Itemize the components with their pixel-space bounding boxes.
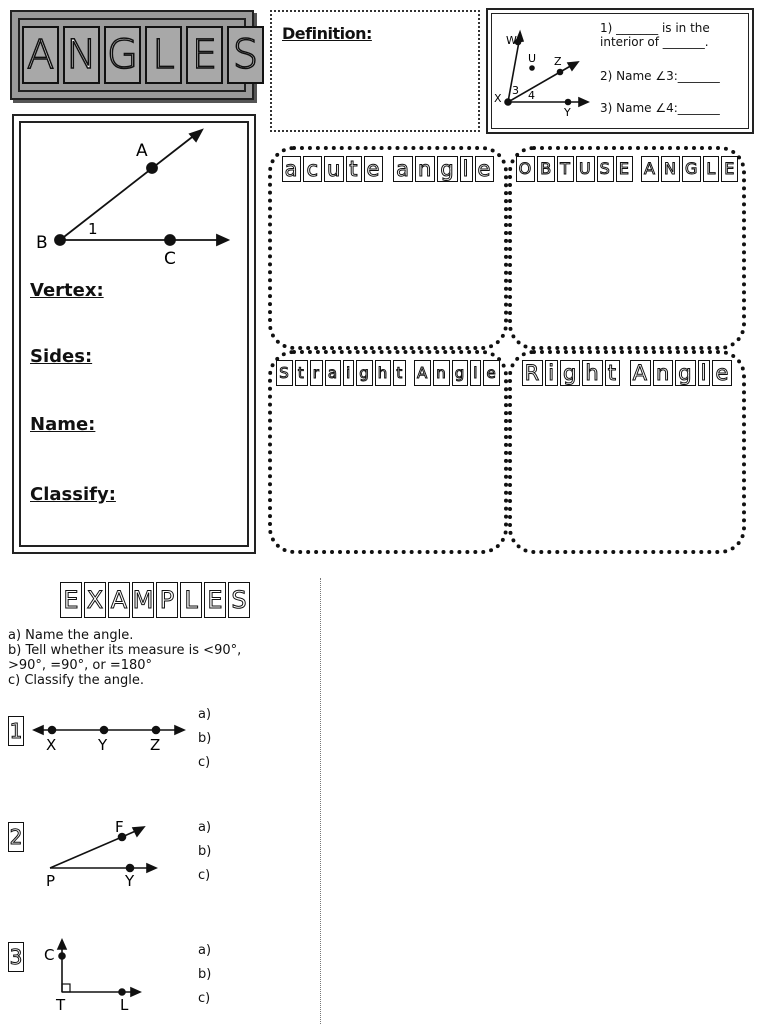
title-letters (22, 26, 264, 84)
point-f-label: F (115, 818, 124, 836)
sides-field[interactable]: Sides: (30, 346, 93, 367)
answer-a-label[interactable]: a) (198, 820, 212, 835)
title-banner (10, 10, 259, 100)
answer-b-label[interactable]: b) (198, 967, 212, 982)
definition-label: Definition: (282, 24, 372, 43)
definition-box[interactable] (270, 10, 480, 132)
acute-angle-title: a c u t e a n g l e (272, 156, 504, 182)
classify-field[interactable]: Classify: (30, 484, 116, 505)
acute-angle-box[interactable] (268, 146, 508, 350)
title-letter: A (22, 26, 59, 84)
point-u-label: U (528, 52, 537, 65)
example-3-diagram (40, 936, 150, 1016)
point-x-label: X (46, 736, 57, 754)
practice-q1-line2: interior of _______. (600, 35, 709, 49)
point-t-label: T (56, 996, 66, 1014)
title-letter: S (227, 26, 264, 84)
point-w-label: W (506, 34, 517, 47)
point-a-label: A (136, 141, 148, 161)
practice-q3: 3) Name ∠4:_______ (600, 101, 720, 115)
practice-q1-line1: 1) _______ is in the (600, 21, 710, 35)
examples-letter: L (180, 582, 202, 618)
point-x-label: X (494, 92, 502, 105)
name-field[interactable]: Name: (30, 414, 96, 435)
vertex-panel (12, 114, 256, 554)
instruction-line: a) Name the angle. (8, 628, 134, 643)
page-divider (320, 578, 321, 1024)
point-y-label: Y (125, 872, 135, 890)
point-z-label: Z (150, 736, 161, 754)
angle-1-label: 1 (88, 220, 98, 238)
title-letter: E (186, 26, 223, 84)
example-3-answers (198, 939, 211, 1011)
examples-title (60, 582, 250, 618)
answer-c-label[interactable]: c) (198, 755, 211, 770)
obtuse-angle-title: O B T U S E A N G L E (512, 156, 742, 182)
answer-c-label[interactable]: c) (198, 868, 211, 883)
point-p-label: P (46, 872, 56, 890)
straight-angle-title: S t r a i g h t A n g l e (272, 360, 504, 386)
angle-4-label: 4 (528, 89, 535, 102)
examples-letter: M (132, 582, 154, 618)
instruction-line: c) Classify the angle. (8, 673, 145, 688)
examples-letter: P (156, 582, 178, 618)
examples-letter: E (204, 582, 226, 618)
point-b-label: B (36, 233, 48, 253)
answer-b-label[interactable]: b) (198, 731, 212, 746)
example-2-number: 2 (8, 822, 24, 852)
instruction-line: b) Tell whether its measure is <90°, (8, 643, 242, 658)
vertex-field[interactable]: Vertex: (30, 280, 104, 301)
angle-3-label: 3 (512, 84, 519, 97)
right-angle-title: R i g h t A n g l e (512, 360, 742, 386)
answer-b-label[interactable]: b) (198, 844, 212, 859)
example-2-diagram (36, 816, 176, 892)
practice-q2: 2) Name ∠3:_______ (600, 69, 720, 83)
answer-c-label[interactable]: c) (198, 991, 211, 1006)
examples-letter: A (108, 582, 130, 618)
examples-letter: X (84, 582, 106, 618)
examples-instructions (8, 628, 241, 688)
title-letter: N (63, 26, 100, 84)
examples-letter: S (228, 582, 250, 618)
title-letter: G (104, 26, 141, 84)
right-angle-box[interactable] (508, 350, 746, 554)
straight-angle-box[interactable] (268, 350, 508, 554)
point-c-label: C (164, 249, 176, 269)
instruction-line: >90°, =90°, or =180° (8, 658, 153, 673)
examples-letter: E (60, 582, 82, 618)
example-3-number: 3 (8, 942, 24, 972)
point-l-label: L (120, 996, 129, 1014)
point-y-label: Y (564, 106, 571, 119)
point-y-label: Y (98, 736, 108, 754)
title-letter: L (145, 26, 182, 84)
example-1-number: 1 (8, 716, 24, 746)
example-1-answers (198, 703, 211, 775)
obtuse-angle-box[interactable] (508, 146, 746, 350)
example-2-answers (198, 816, 211, 888)
ray-diagram (14, 116, 258, 286)
practice-box (486, 8, 754, 134)
point-c-label: C (44, 946, 55, 964)
answer-a-label[interactable]: a) (198, 943, 212, 958)
point-z-label: Z (554, 55, 562, 68)
answer-a-label[interactable]: a) (198, 707, 212, 722)
example-1-diagram (30, 710, 190, 754)
